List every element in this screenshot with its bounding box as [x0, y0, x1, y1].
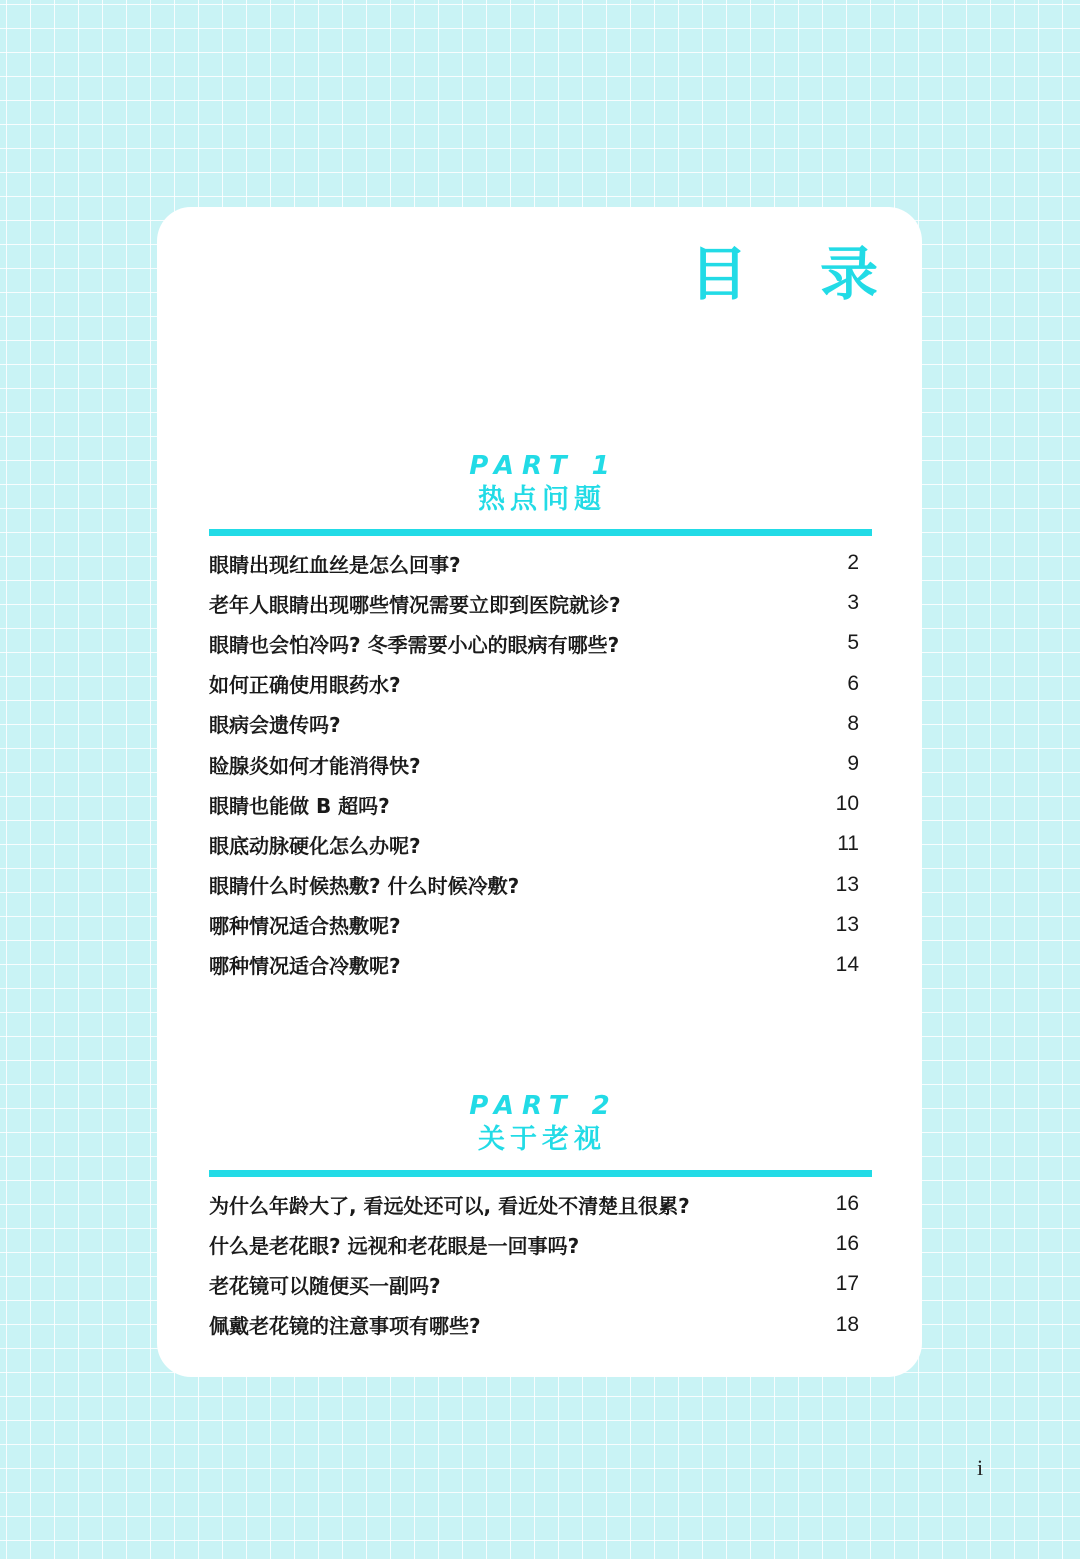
entry-page-number: 2 [847, 551, 859, 575]
entry-title: 眼病会遗传吗? [209, 713, 341, 738]
part-2-label: PART 2 [469, 1091, 618, 1121]
entry-page-number: 9 [847, 752, 859, 776]
toc-entry[interactable] [209, 744, 859, 784]
entry-page-number: 18 [835, 1312, 859, 1336]
entry-title: 老年人眼睛出现哪些情况需要立即到医院就诊? [209, 592, 621, 617]
part-2-name: 关于老视 [478, 1124, 606, 1155]
toc-entry[interactable] [209, 664, 859, 704]
toc-entry[interactable] [209, 905, 859, 945]
part-2-divider [209, 1170, 872, 1177]
toc-entry[interactable] [209, 583, 859, 623]
toc-entry[interactable] [209, 784, 859, 824]
entry-page-number: 16 [835, 1232, 859, 1256]
entry-page-number: 6 [847, 671, 859, 695]
entry-page-number: 11 [837, 832, 859, 856]
entry-page-number: 8 [847, 711, 859, 735]
entry-title: 为什么年龄大了, 看远处还可以, 看近处不清楚且很累? [209, 1193, 690, 1218]
toc-title: 目 录 [689, 240, 904, 308]
entry-page-number: 13 [835, 912, 859, 936]
entry-title: 老花镜可以随便买一副吗? [209, 1273, 441, 1298]
part-1-name: 热点问题 [478, 484, 606, 515]
entry-title: 什么是老花眼? 远视和老花眼是一回事吗? [209, 1233, 580, 1258]
toc-entry[interactable] [209, 1224, 859, 1264]
entry-page-number: 13 [835, 872, 859, 896]
entry-title: 眼睛也会怕冷吗? 冬季需要小心的眼病有哪些? [209, 632, 620, 657]
entry-title: 如何正确使用眼药水? [209, 673, 401, 698]
toc-entry[interactable] [209, 865, 859, 905]
entry-title: 哪种情况适合冷敷呢? [209, 954, 401, 979]
toc-entry[interactable] [209, 945, 859, 985]
entry-page-number: 17 [835, 1272, 859, 1296]
toc-entry[interactable] [209, 824, 859, 864]
entry-page-number: 14 [835, 952, 859, 976]
entry-title: 眼睛出现红血丝是怎么回事? [209, 552, 461, 577]
entry-page-number: 3 [847, 591, 859, 615]
toc-entry[interactable] [209, 623, 859, 663]
entry-title: 佩戴老花镜的注意事项有哪些? [209, 1314, 481, 1339]
toc-entry[interactable] [209, 704, 859, 744]
toc-entry[interactable] [209, 1264, 859, 1304]
toc-entry[interactable] [209, 1305, 859, 1345]
toc-entry[interactable] [209, 543, 859, 583]
part-1-entries [209, 543, 859, 985]
entry-title: 眼底动脉硬化怎么办呢? [209, 833, 421, 858]
part-1-heading [157, 451, 922, 519]
entry-page-number: 10 [835, 792, 859, 816]
entry-title: 睑腺炎如何才能消得快? [209, 753, 421, 778]
part-2-entries [209, 1184, 859, 1345]
entry-title: 眼睛什么时候热敷? 什么时候冷敷? [209, 874, 520, 899]
page-number: i [977, 1455, 984, 1480]
entry-title: 眼睛也能做 B 超吗? [209, 793, 390, 818]
entry-page-number: 5 [847, 631, 859, 655]
part-2-heading [157, 1091, 922, 1159]
entry-title: 哪种情况适合热敷呢? [209, 914, 401, 939]
part-1-label: PART 1 [469, 451, 618, 481]
entry-page-number: 16 [835, 1192, 859, 1216]
part-1-divider [209, 529, 872, 536]
toc-card [157, 207, 922, 1377]
toc-entry[interactable] [209, 1184, 859, 1224]
